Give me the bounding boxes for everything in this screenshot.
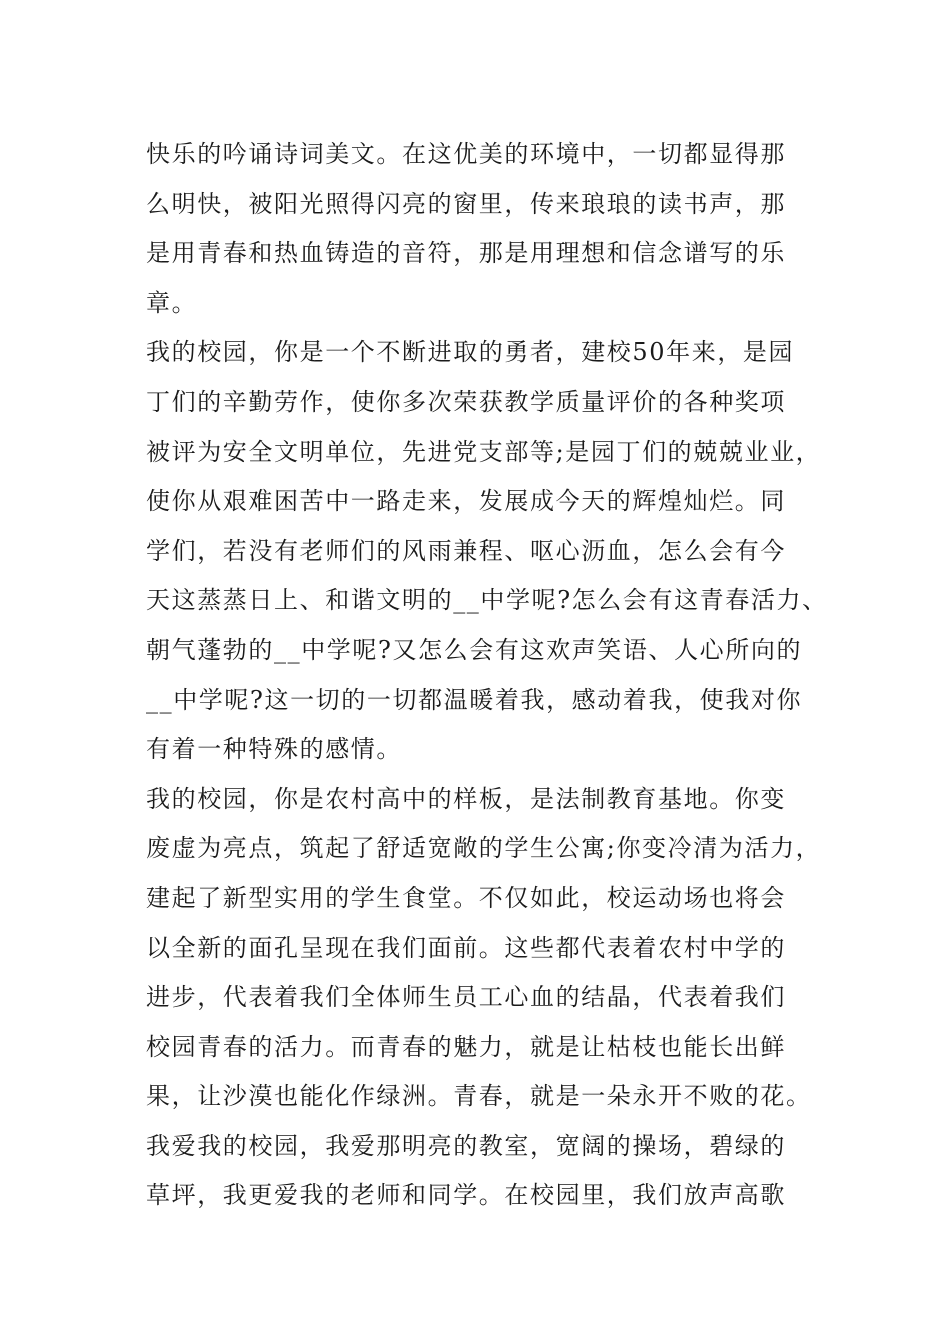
body-text [146,130,826,1221]
text-line: 我爱我的校园，我爱那明亮的教室，宽阔的操场，碧绿的 [146,1131,786,1160]
text-line: 快乐的吟诵诗词美文。在这优美的环境中，一切都显得那 [146,140,786,168]
text-line: __中学呢?这一切的一切都温暖着我，感动着我，使我对你 [146,685,803,714]
text-line: 天这蒸蒸日上、和谐文明的__中学呢?怎么会有这青春活力、 [146,586,828,615]
text-line: 草坪，我更爱我的老师和同学。在校园里，我们放声高歌 [146,1181,786,1210]
text-line: 学们，若没有老师们的风雨兼程、呕心沥血，怎么会有今 [146,536,786,565]
text-line: 章。 [146,288,198,317]
text-line: 使你从艰难困苦中一路走来，发展成今天的辉煌灿烂。同 [146,487,786,516]
text-line: 建起了新型实用的学生食堂。不仅如此，校运动场也将会 [146,883,786,912]
text-line: 是用青春和热血铸造的音符，那是用理想和信念谱写的乐 [146,239,786,268]
text-line: 么明快，被阳光照得闪亮的窗里，传来琅琅的读书声，那 [146,189,786,218]
text-line: 进步，代表着我们全体师生员工心血的结晶，代表着我们 [146,983,786,1012]
text-line: 果，让沙漠也能化作绿洲。青春，就是一朵永开不败的花。 [146,1082,812,1111]
text-line: 我的校园，你是农村高中的样板，是法制教育基地。你变 [146,784,786,813]
text-line: 我的校园，你是一个不断进取的勇者，建校50年来，是园 [146,338,795,367]
text-line: 废虚为亮点，筑起了舒适宽敞的学生公寓;你变冷清为活力， [146,834,822,863]
text-line: 朝气蓬勃的__中学呢?又怎么会有这欢声笑语、人心所向的 [146,635,803,664]
text-line: 丁们的辛勤劳作，使你多次荣获教学质量评价的各种奖项 [146,387,786,416]
text-line: 有着一种特殊的感情。 [146,735,402,764]
text-line: 以全新的面孔呈现在我们面前。这些都代表着农村中学的 [146,933,786,962]
text-line: 校园青春的活力。而青春的魅力，就是让枯枝也能长出鲜 [146,1032,786,1061]
text-line: 被评为安全文明单位，先进党支部等;是园丁们的兢兢业业， [146,437,822,466]
